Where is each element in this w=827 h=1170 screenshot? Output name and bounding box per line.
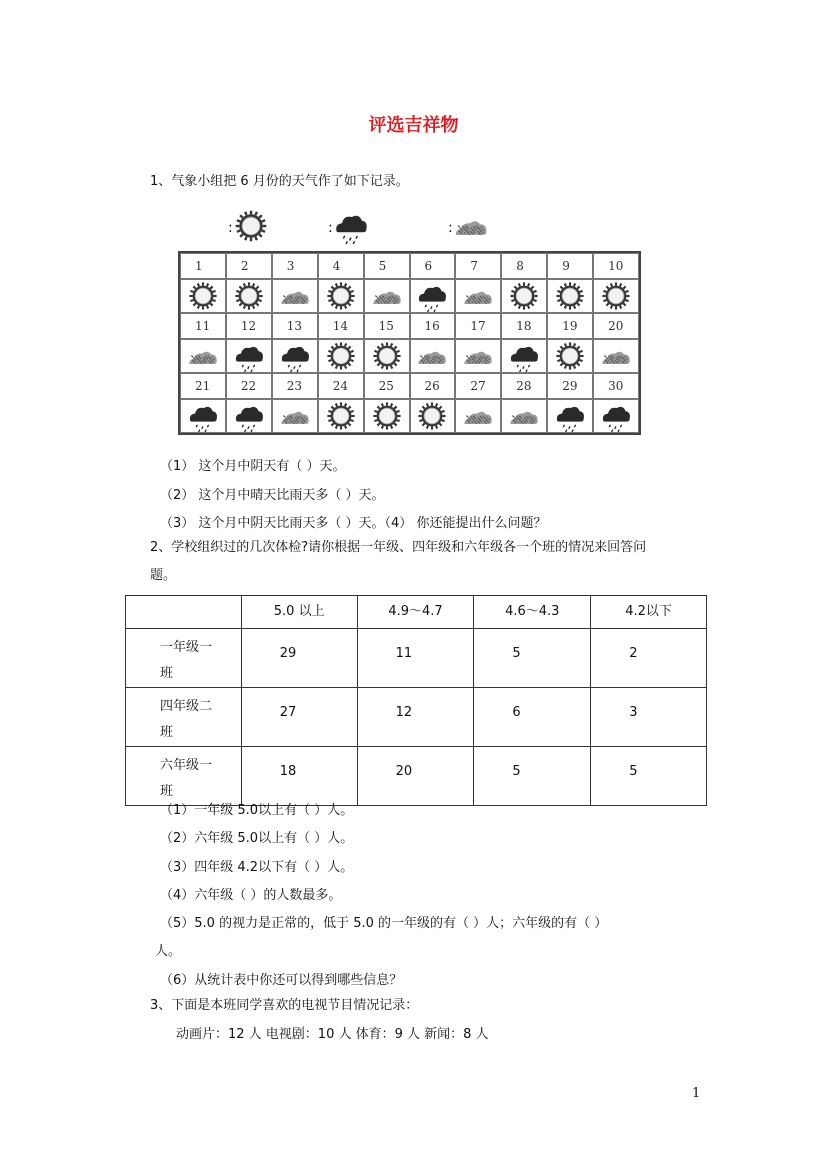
sun-icon [325, 400, 357, 432]
calendar-weather-cell [547, 399, 593, 433]
q2-question-3: （3）四年级 4.2以下有（ ）人。 [160, 860, 354, 875]
calendar-weather-cell [455, 339, 501, 373]
calendar-weather-cell [364, 339, 410, 373]
calendar-day-number: 30 [593, 373, 639, 399]
sun-icon [233, 280, 265, 312]
overcast-cloud-icon [508, 400, 540, 432]
calendar-weather-cell [364, 399, 410, 433]
rain-cloud-icon [508, 340, 540, 372]
calendar-day-number: 7 [455, 253, 501, 279]
calendar-day-number: 6 [410, 253, 456, 279]
sun-icon [325, 340, 357, 372]
overcast-cloud-icon [462, 280, 494, 312]
calendar-day-number: 16 [410, 313, 456, 339]
sun-icon [233, 208, 269, 248]
table-cell: 27 [241, 688, 357, 747]
overcast-cloud-icon [279, 280, 311, 312]
q2-intro: 2、学校组织过的几次体检?请你根据一年级、四年级和六年级各一个班的情况来回答问 [150, 540, 647, 555]
calendar-day-number: 22 [226, 373, 272, 399]
sun-icon [600, 280, 632, 312]
calendar-weather-cell [410, 399, 456, 433]
rain-cloud-icon [600, 400, 632, 432]
calendar-day-number: 20 [593, 313, 639, 339]
rain-cloud-icon [333, 208, 369, 248]
calendar-weather-cell [593, 279, 639, 313]
calendar-day-number: 5 [364, 253, 410, 279]
table-header: 4.2以下 [591, 596, 707, 629]
q2-question-5-cont: 人。 [155, 944, 182, 959]
rain-cloud-icon [233, 340, 265, 372]
calendar-weather-cell [455, 279, 501, 313]
table-row [126, 747, 707, 806]
calendar-weather-cell [226, 339, 272, 373]
rain-cloud-icon [187, 400, 219, 432]
table-row [126, 629, 707, 688]
calendar-day-number: 2 [226, 253, 272, 279]
calendar-weather-cell [501, 279, 547, 313]
calendar-weather-cell [547, 279, 593, 313]
table-cell: 6 [474, 688, 591, 747]
table-cell: 11 [357, 629, 474, 688]
calendar-day-number: 10 [593, 253, 639, 279]
calendar-weather-cell [318, 399, 364, 433]
q2-intro-cont: 题。 [150, 568, 177, 583]
calendar-weather-cell [318, 279, 364, 313]
q2-question-1: （1）一年级 5.0以上有（ ）人。 [160, 803, 354, 818]
calendar-weather-cell [226, 279, 272, 313]
calendar-day-number: 28 [501, 373, 547, 399]
calendar-weather-cell [226, 399, 272, 433]
table-row [126, 688, 707, 747]
table-header: 4.9～4.7 [357, 596, 474, 629]
overcast-cloud-icon [279, 400, 311, 432]
rain-cloud-icon [279, 340, 311, 372]
calendar-weather-cell [180, 399, 226, 433]
q2-question-6: （6）从统计表中你还可以得到哪些信息？ [160, 973, 403, 988]
q1-question-3: （3） 这个月中阴天比雨天多（ ）天。（4） 你还能提出什么问题？ [160, 516, 547, 531]
rain-cloud-icon [416, 280, 448, 312]
calendar-weather-cell [547, 339, 593, 373]
sun-icon [416, 400, 448, 432]
calendar-weather-cell [180, 279, 226, 313]
vision-table [125, 595, 707, 806]
q1-intro: 1、气象小组把 6 月份的天气作了如下记录。 [150, 174, 409, 189]
calendar-day-number: 3 [272, 253, 318, 279]
rain-cloud-icon [333, 208, 369, 244]
table-cell: 5 [474, 629, 591, 688]
q2-question-5: （5）5.0 的视力是正常的，低于 5.0 的一年级的有（ ）人；六年级的有（ ） [160, 916, 608, 931]
table-cell: 29 [241, 629, 357, 688]
row-label: 六年级一 班 [126, 747, 242, 806]
calendar-day-number: 27 [455, 373, 501, 399]
table-cell: 2 [591, 629, 707, 688]
table-cell: 5 [474, 747, 591, 806]
calendar-day-number: 25 [364, 373, 410, 399]
calendar-day-number: 15 [364, 313, 410, 339]
calendar-weather-cell [318, 339, 364, 373]
row-label: 一年级一 班 [126, 629, 242, 688]
q1-question-1: （1） 这个月中阴天有（ ）天。 [160, 459, 346, 474]
calendar-day-number: 11 [180, 313, 226, 339]
weather-calendar [178, 251, 641, 435]
overcast-cloud-icon [453, 208, 489, 248]
table-cell: 18 [241, 747, 357, 806]
q3-intro: 3、下面是本班同学喜欢的电视节目情况记录： [150, 998, 419, 1013]
overcast-cloud-icon [600, 340, 632, 372]
overcast-cloud-icon [453, 208, 489, 244]
q2-question-4: （4）六年级（ ）的人数最多。 [160, 888, 342, 903]
legend-sun [228, 208, 269, 248]
calendar-day-number: 26 [410, 373, 456, 399]
legend-sep: : [228, 220, 233, 236]
calendar-day-number: 17 [455, 313, 501, 339]
calendar-day-number: 1 [180, 253, 226, 279]
table-cell: 20 [357, 747, 474, 806]
sun-icon [554, 340, 586, 372]
calendar-weather-cell [410, 339, 456, 373]
calendar-day-number: 24 [318, 373, 364, 399]
calendar-day-number: 13 [272, 313, 318, 339]
q3-items: 动画片：12 人 电视剧：10 人 体育：9 人 新闻：8 人 [176, 1027, 489, 1042]
rain-cloud-icon [233, 400, 265, 432]
calendar-weather-cell [180, 339, 226, 373]
sun-icon [371, 340, 403, 372]
calendar-weather-cell [410, 279, 456, 313]
overcast-cloud-icon [462, 400, 494, 432]
legend-sep: : [328, 220, 333, 236]
table-header: 5.0 以上 [241, 596, 357, 629]
calendar-weather-cell [272, 279, 318, 313]
sun-icon [371, 400, 403, 432]
calendar-day-number: 12 [226, 313, 272, 339]
q1-question-2: （2） 这个月中晴天比雨天多（ ）天。 [160, 488, 385, 503]
table-header-row [126, 596, 707, 629]
overcast-cloud-icon [187, 340, 219, 372]
calendar-weather-cell [455, 399, 501, 433]
calendar-weather-cell [593, 399, 639, 433]
page-title: 评选吉祥物 [368, 115, 459, 136]
legend-cloud [448, 208, 489, 248]
sun-icon [554, 280, 586, 312]
table-cell: 5 [591, 747, 707, 806]
calendar-weather-cell [272, 399, 318, 433]
sun-icon [187, 280, 219, 312]
calendar-day-number: 8 [501, 253, 547, 279]
calendar-day-number: 9 [547, 253, 593, 279]
overcast-cloud-icon [371, 280, 403, 312]
calendar-day-number: 14 [318, 313, 364, 339]
calendar-day-number: 29 [547, 373, 593, 399]
overcast-cloud-icon [462, 340, 494, 372]
q2-question-2: （2）六年级 5.0以上有（ ）人。 [160, 831, 354, 846]
table-cell: 3 [591, 688, 707, 747]
calendar-weather-cell [364, 279, 410, 313]
overcast-cloud-icon [416, 340, 448, 372]
table-cell: 12 [357, 688, 474, 747]
sun-icon [233, 208, 269, 244]
calendar-weather-cell [272, 339, 318, 373]
sun-icon [508, 280, 540, 312]
calendar-weather-cell [593, 339, 639, 373]
sun-icon [325, 280, 357, 312]
calendar-weather-cell [501, 399, 547, 433]
calendar-day-number: 18 [501, 313, 547, 339]
calendar-weather-cell [501, 339, 547, 373]
legend-rain [328, 208, 369, 248]
calendar-day-number: 21 [180, 373, 226, 399]
rain-cloud-icon [554, 400, 586, 432]
legend-sep: : [448, 220, 453, 236]
calendar-day-number: 23 [272, 373, 318, 399]
table-header [126, 596, 242, 629]
calendar-day-number: 4 [318, 253, 364, 279]
calendar-day-number: 19 [547, 313, 593, 339]
table-header: 4.6～4.3 [474, 596, 591, 629]
page-number: 1 [692, 1086, 701, 1101]
row-label: 四年级二 班 [126, 688, 242, 747]
